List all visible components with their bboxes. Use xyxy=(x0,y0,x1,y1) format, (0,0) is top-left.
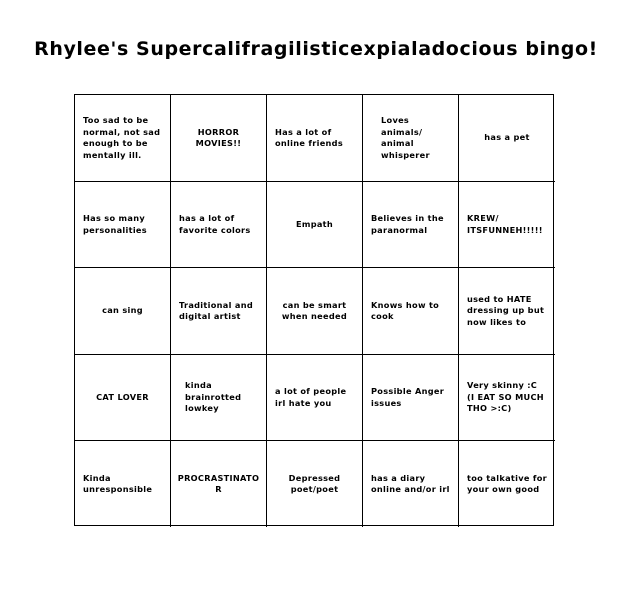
bingo-cell-text: Knows how to cook xyxy=(371,299,440,321)
bingo-cell-text: has a pet xyxy=(484,132,530,143)
bingo-cell-text: can sing xyxy=(102,305,143,316)
bingo-cell[interactable] xyxy=(459,268,555,355)
bingo-cell-text: too talkative for your own good xyxy=(467,472,548,494)
bingo-cell[interactable] xyxy=(267,268,363,355)
bingo-cell[interactable] xyxy=(75,441,171,527)
bingo-cell-text: kinda brainrotted lowkey xyxy=(185,380,242,414)
bingo-cell[interactable] xyxy=(363,268,459,355)
bingo-board xyxy=(74,94,554,526)
bingo-cell[interactable] xyxy=(459,355,555,441)
bingo-cell[interactable] xyxy=(363,95,459,182)
bingo-cell[interactable] xyxy=(171,182,267,268)
bingo-cell[interactable] xyxy=(363,355,459,441)
bingo-cell[interactable] xyxy=(459,441,555,527)
bingo-cell-text: Depressed poet/poet xyxy=(288,472,341,494)
bingo-cell[interactable] xyxy=(75,95,171,182)
bingo-cell-text: a lot of people irl hate you xyxy=(275,386,347,408)
bingo-cell[interactable] xyxy=(75,355,171,441)
bingo-cell[interactable] xyxy=(267,355,363,441)
bingo-cell[interactable] xyxy=(171,268,267,355)
bingo-cell-text: HORROR MOVIES!! xyxy=(195,126,242,148)
bingo-cell[interactable] xyxy=(267,441,363,527)
bingo-cell[interactable] xyxy=(363,441,459,527)
bingo-cell-text: has a lot of favorite colors xyxy=(179,213,251,235)
bingo-cell[interactable] xyxy=(459,95,555,182)
bingo-cell-text: used to HATE dressing up but now likes to xyxy=(467,293,545,327)
bingo-cell-text: Too sad to be normal, not sad enough to be mentally ill. xyxy=(83,115,161,160)
bingo-cell[interactable] xyxy=(459,182,555,268)
bingo-cell[interactable] xyxy=(267,95,363,182)
bingo-cell-text: Believes in the paranormal xyxy=(371,213,444,235)
bingo-cell[interactable] xyxy=(267,182,363,268)
bingo-cell-text: KREW/ ITSFUNNEH!!!!! xyxy=(467,213,543,235)
bingo-cell[interactable] xyxy=(75,182,171,268)
bingo-cell-text: Empath xyxy=(295,218,334,229)
bingo-cell-text: Possible Anger issues xyxy=(371,386,445,408)
bingo-cell[interactable] xyxy=(171,95,267,182)
bingo-cell[interactable] xyxy=(75,268,171,355)
page-title: Rhylee's Supercalifragilisticexpialadocious bingo! xyxy=(34,38,598,60)
bingo-cell-text: CAT LOVER xyxy=(96,391,149,402)
bingo-cell[interactable] xyxy=(363,182,459,268)
bingo-cell-text: Loves animals/ animal whisperer xyxy=(381,115,430,160)
bingo-cell[interactable] xyxy=(171,441,267,527)
bingo-cell-text: Kinda unresponsible xyxy=(83,472,153,494)
bingo-cell-text: Has a lot of online friends xyxy=(275,126,344,148)
bingo-cell-text: Has so many personalities xyxy=(83,213,147,235)
bingo-cell-text: PROCRASTINATOR xyxy=(177,472,260,494)
bingo-cell-text: has a diary online and/or irl xyxy=(371,472,450,494)
bingo-cell-text: can be smart when needed xyxy=(281,299,348,321)
bingo-cell-text: Traditional and digital artist xyxy=(179,299,253,321)
bingo-cell-text: Very skinny :C (I EAT SO MUCH THO >:C) xyxy=(467,380,544,414)
bingo-cell[interactable] xyxy=(171,355,267,441)
